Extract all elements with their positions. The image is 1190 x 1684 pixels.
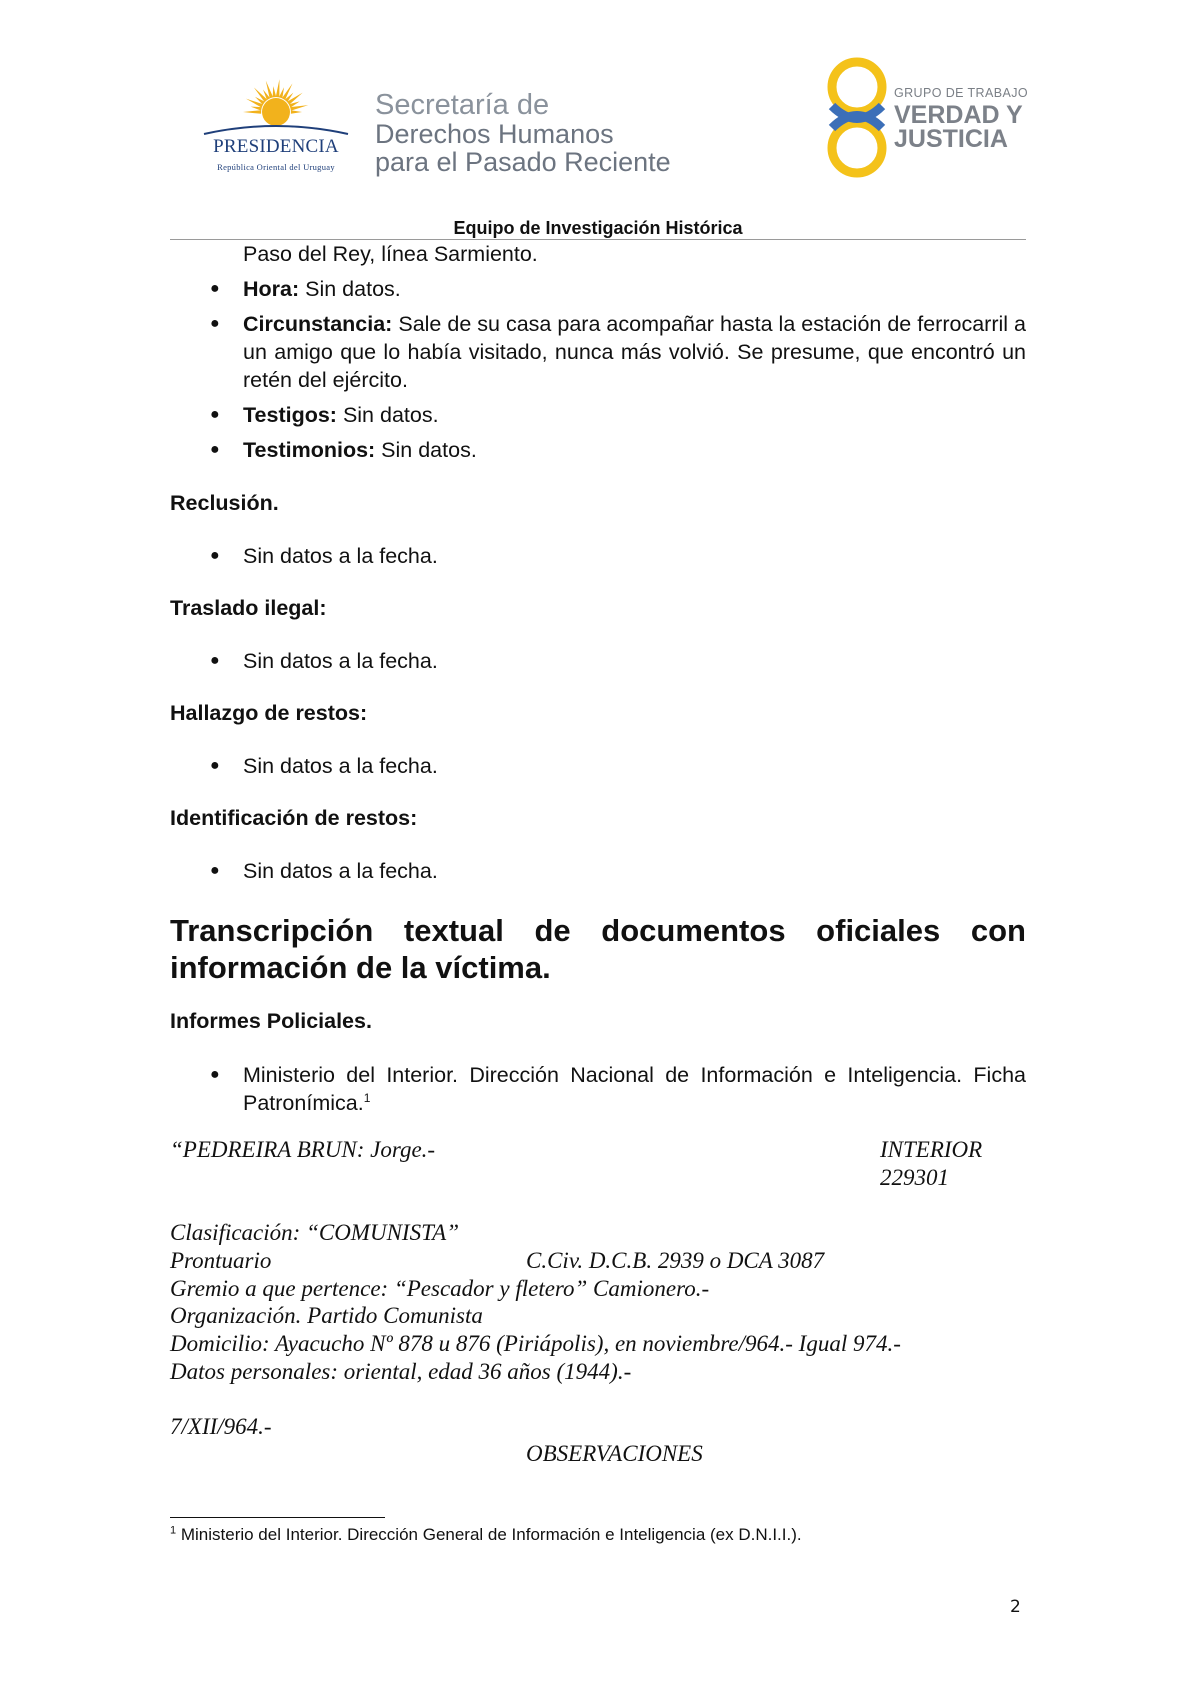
item-text: Sin datos a la fecha.	[243, 649, 438, 673]
record-source-line-1: INTERIOR	[880, 1137, 983, 1162]
presidencia-logo	[196, 78, 356, 178]
subheading-informes: Informes Policiales.	[170, 1009, 372, 1033]
item-label: Testigos:	[243, 403, 337, 427]
footnote	[170, 1524, 802, 1546]
footnote-ref: 1	[363, 1090, 371, 1105]
item-text: Sin datos.	[336, 403, 439, 427]
bullet-icon: ●	[210, 406, 220, 423]
item-label: Testimonios:	[243, 438, 376, 462]
list-item	[210, 857, 1026, 885]
section-title-identificacion: Identificación de restos:	[170, 806, 418, 830]
record-prontuario-label: Prontuario	[170, 1248, 272, 1273]
list-item	[210, 752, 1026, 780]
bullet-icon: ●	[210, 757, 220, 774]
record-clasificacion: Clasificación: “COMUNISTA”	[170, 1220, 460, 1245]
item-text: Sin datos.	[375, 438, 477, 462]
item-label: Hora:	[243, 277, 300, 301]
grupo-line-2: JUSTICIA	[894, 125, 1008, 153]
record-gremio: Gremio a que pertence: “Pescador y fletero” Camionero.-	[170, 1276, 710, 1301]
section-title-hallazgo: Hallazgo de restos:	[170, 701, 368, 725]
record-prontuario-value: C.Civ. D.C.B. 2939 o DCA 3087	[526, 1248, 825, 1273]
grupo-verdad-justicia-logo	[822, 56, 1032, 181]
list-item	[210, 1061, 1026, 1117]
grupo-line-1: VERDAD Y	[894, 101, 1023, 129]
item-text: Sin datos.	[299, 277, 401, 301]
bullet-icon: ●	[210, 280, 220, 297]
item-text: Sin datos a la fecha.	[243, 859, 438, 883]
secretaria-line-3: para el Pasado Reciente	[375, 147, 671, 177]
section-title-traslado: Traslado ilegal:	[170, 596, 327, 620]
presidencia-name: PRESIDENCIA	[213, 136, 339, 157]
bullet-icon: ●	[210, 315, 220, 332]
list-item	[210, 401, 1026, 429]
bullet-icon: ●	[210, 652, 220, 669]
list-item	[210, 436, 1026, 464]
item-text: Sin datos a la fecha.	[243, 754, 438, 778]
continued-line: Paso del Rey, línea Sarmiento.	[243, 242, 538, 266]
list-item	[210, 647, 1026, 675]
main-heading: Transcripción textual de documentos oficiales con información de la víctima.	[170, 913, 1026, 985]
page-number: 2	[1010, 1597, 1021, 1617]
record-domicilio: Domicilio: Ayacucho Nº 878 u 876 (Piriápolis), en noviembre/964.- Igual 974.-	[170, 1331, 901, 1356]
record-observaciones: OBSERVACIONES	[526, 1441, 703, 1466]
team-title: Equipo de Investigación Histórica	[453, 218, 743, 238]
bullet-icon: ●	[210, 441, 220, 458]
section-title-reclusion: Reclusión.	[170, 491, 279, 515]
list-item	[210, 275, 1026, 303]
record-name: “PEDREIRA BRUN: Jorge.-	[170, 1137, 436, 1162]
record-source-line-2: 229301	[880, 1165, 949, 1190]
grupo-top-line: GRUPO DE TRABAJO	[894, 86, 1028, 100]
footnote-number: 1	[170, 1524, 177, 1537]
list-item	[210, 542, 1026, 570]
footnote-divider	[170, 1517, 385, 1518]
footnote-text: Ministerio del Interior. Dirección General de Información e Inteligencia (ex D.N.I.I.).	[176, 1525, 802, 1544]
item-label: Circunstancia:	[243, 312, 393, 336]
sun-icon	[196, 78, 356, 138]
secretaria-line-2: Derechos Humanos	[375, 119, 614, 149]
record-datos-personales: Datos personales: oriental, edad 36 años (1944).-	[170, 1359, 632, 1384]
bullet-icon: ●	[210, 1066, 220, 1083]
bullet-icon: ●	[210, 547, 220, 564]
secretaria-logo-text	[375, 90, 671, 176]
bullet-icon: ●	[210, 862, 220, 879]
item-text: Sin datos a la fecha.	[243, 544, 438, 568]
record-organizacion: Organización. Partido Comunista	[170, 1303, 483, 1328]
list-item	[210, 310, 1026, 394]
linked-rings-icon	[822, 56, 892, 181]
record-fecha: 7/XII/964.-	[170, 1414, 272, 1439]
item-text: Ministerio del Interior. Dirección Nacional de Información e Inteligencia. Ficha Patronímica.	[243, 1063, 1026, 1115]
secretaria-line-1: Secretaría de	[375, 89, 550, 121]
item-text: Sale de su casa para acompañar hasta la estación de ferrocarril a un amigo que lo había visitado, nunca más volvió. Se presume, que encontró un retén del ejército.	[243, 312, 1026, 392]
presidencia-subtitle: República Oriental del Uruguay	[217, 162, 335, 172]
